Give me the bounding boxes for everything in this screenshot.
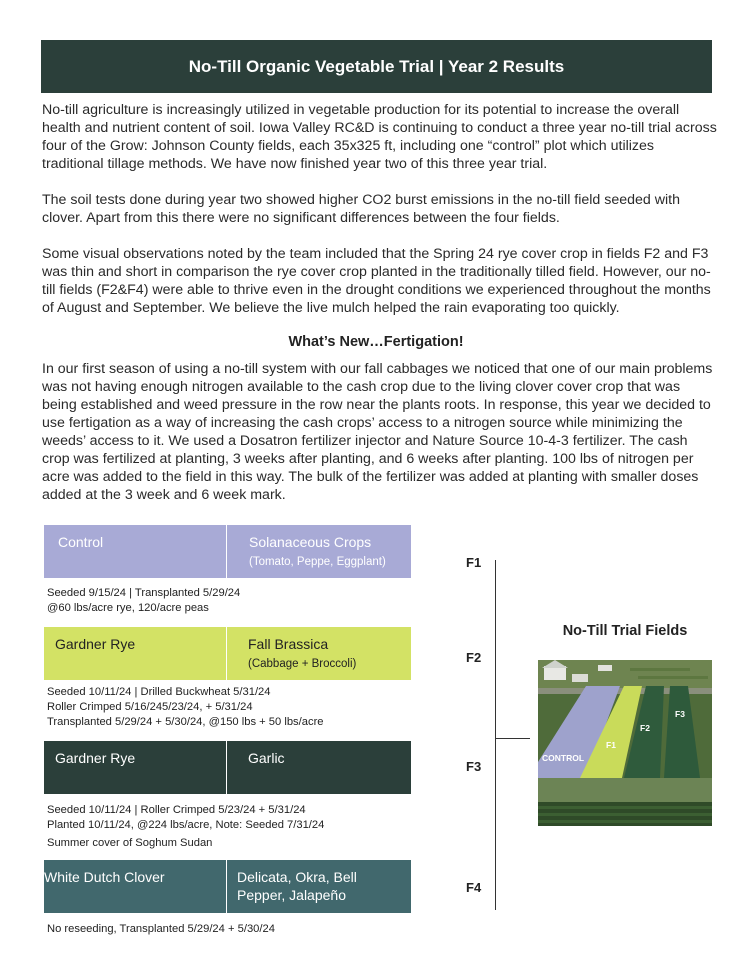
- note-line: Roller Crimped 5/16/245/23/24, + 5/31/24: [47, 701, 253, 713]
- note-line: Summer cover of Soghum Sudan: [47, 837, 213, 849]
- connector-horizontal-line: [496, 738, 530, 739]
- cover-crop-label: White Dutch Clover: [44, 869, 165, 885]
- field-notes-f3: [47, 803, 417, 851]
- intro-paragraph-1: No-till agriculture is increasingly utilized in vegetable production for its potential to increase the overall health and nutrient content of soil. Iowa Valley RC&D is continuing to conduct a three year no-till trial across four of the Grow: Johnson County fields, each 35x325 ft, including one “control” plot which utilizes traditional tillage methods. We have now finished year two of this three year trial.: [42, 102, 717, 172]
- page-title-banner: [41, 40, 712, 93]
- field-band-f4: [44, 860, 411, 913]
- field-band-f2: [44, 627, 411, 680]
- cover-crop-label: Gardner Rye: [55, 636, 136, 652]
- note-line: @60 lbs/acre rye, 120/acre peas: [47, 602, 209, 614]
- field-band-control: [44, 525, 411, 578]
- cash-crop-label: Garlic: [248, 750, 285, 766]
- fertigation-heading: What’s New…Fertigation!: [288, 334, 464, 350]
- fertigation-paragraph: In our first season of using a no-till system with our fall cabbages we noticed that one of our main problems was not having enough nitrogen available to the cash crop due to the living clover cover crop that was being established and weed pressure in the row near the plants roots. In response, this year we decided to use fertigation as a way of increasing the cash crops’ access to a nitrogen source while minimizing the weeds’ access to it. We used a Dosatron fertilizer injector and Nature Source 10-4-3 fertilizer. The cash crop was fertilized at planting, 3 weeks after planting, and 6 weeks after planting. 100 lbs of nitrogen per acre was added to the field in this way. The bulk of the fertilizer was added at planting with smaller doses added at the 3 week and 6 week mark.: [42, 361, 713, 503]
- note-line: Seeded 10/11/24 | Roller Crimped 5/23/24 + 5/31/24: [47, 804, 306, 816]
- page-title: No-Till Organic Vegetable Trial | Year 2 Results: [188, 56, 565, 76]
- field-notes-f2: [47, 685, 417, 730]
- cash-crop-detail: (Cabbage + Broccoli): [248, 658, 357, 670]
- cash-crop-label: Delicata, Okra, Bell Pepper, Jalapeño: [237, 869, 357, 903]
- cover-crop-label: Control: [58, 534, 104, 550]
- cash-crop-label: Fall Brassica: [248, 636, 329, 652]
- photo-label-f1: F1: [606, 740, 616, 750]
- intro-paragraph-3: Some visual observations noted by the team included that the Spring 24 rye cover crop in fields F2 and F3 was thin and short in comparison the rye cover crop planted in the traditionally tilled field. However, our no-till fields (F2&F4) were able to thrive even in the drought conditions we experienced throughout the months of August and September. We believe the live mulch helped the rain evaporating too quickly.: [42, 246, 711, 316]
- note-line: Planted 10/11/24, @224 lbs/acre, Note: Seeded 7/31/24: [47, 819, 325, 831]
- cover-crop-label: Gardner Rye: [55, 750, 136, 766]
- field-notes-control: [47, 586, 417, 616]
- note-line: Seeded 10/11/24 | Drilled Buckwheat 5/31/24: [47, 686, 271, 698]
- cash-crop-detail: (Tomato, Peppe, Eggplant): [249, 556, 386, 568]
- fields-photo-title: No-Till Trial Fields: [562, 623, 688, 639]
- cash-crop-label: Solanaceous Crops: [249, 534, 372, 550]
- note-line: Transplanted 5/29/24 + 5/30/24, @150 lbs + 50 lbs/acre: [47, 716, 324, 728]
- photo-label-control: CONTROL: [542, 753, 585, 763]
- field-label-f2: F2: [466, 650, 482, 665]
- aerial-fields-photo: [538, 660, 712, 826]
- field-label-f1: F1: [466, 555, 482, 570]
- intro-paragraph-2: The soil tests done during year two showed higher CO2 burst emissions in the no-till field seeded with clover. Apart from this there were no significant differences between the four fields.: [42, 192, 680, 226]
- field-band-f3: [44, 741, 411, 794]
- photo-label-f3: F3: [675, 709, 685, 719]
- connector-vertical-line: [495, 560, 496, 910]
- field-label-f3: F3: [466, 759, 482, 774]
- field-notes-f4: [47, 922, 417, 937]
- note-line: Seeded 9/15/24 | Transplanted 5/29/24: [47, 587, 241, 599]
- field-label-f4: F4: [466, 880, 482, 895]
- photo-label-f2: F2: [640, 723, 650, 733]
- note-line: No reseeding, Transplanted 5/29/24 + 5/30/24: [47, 923, 275, 935]
